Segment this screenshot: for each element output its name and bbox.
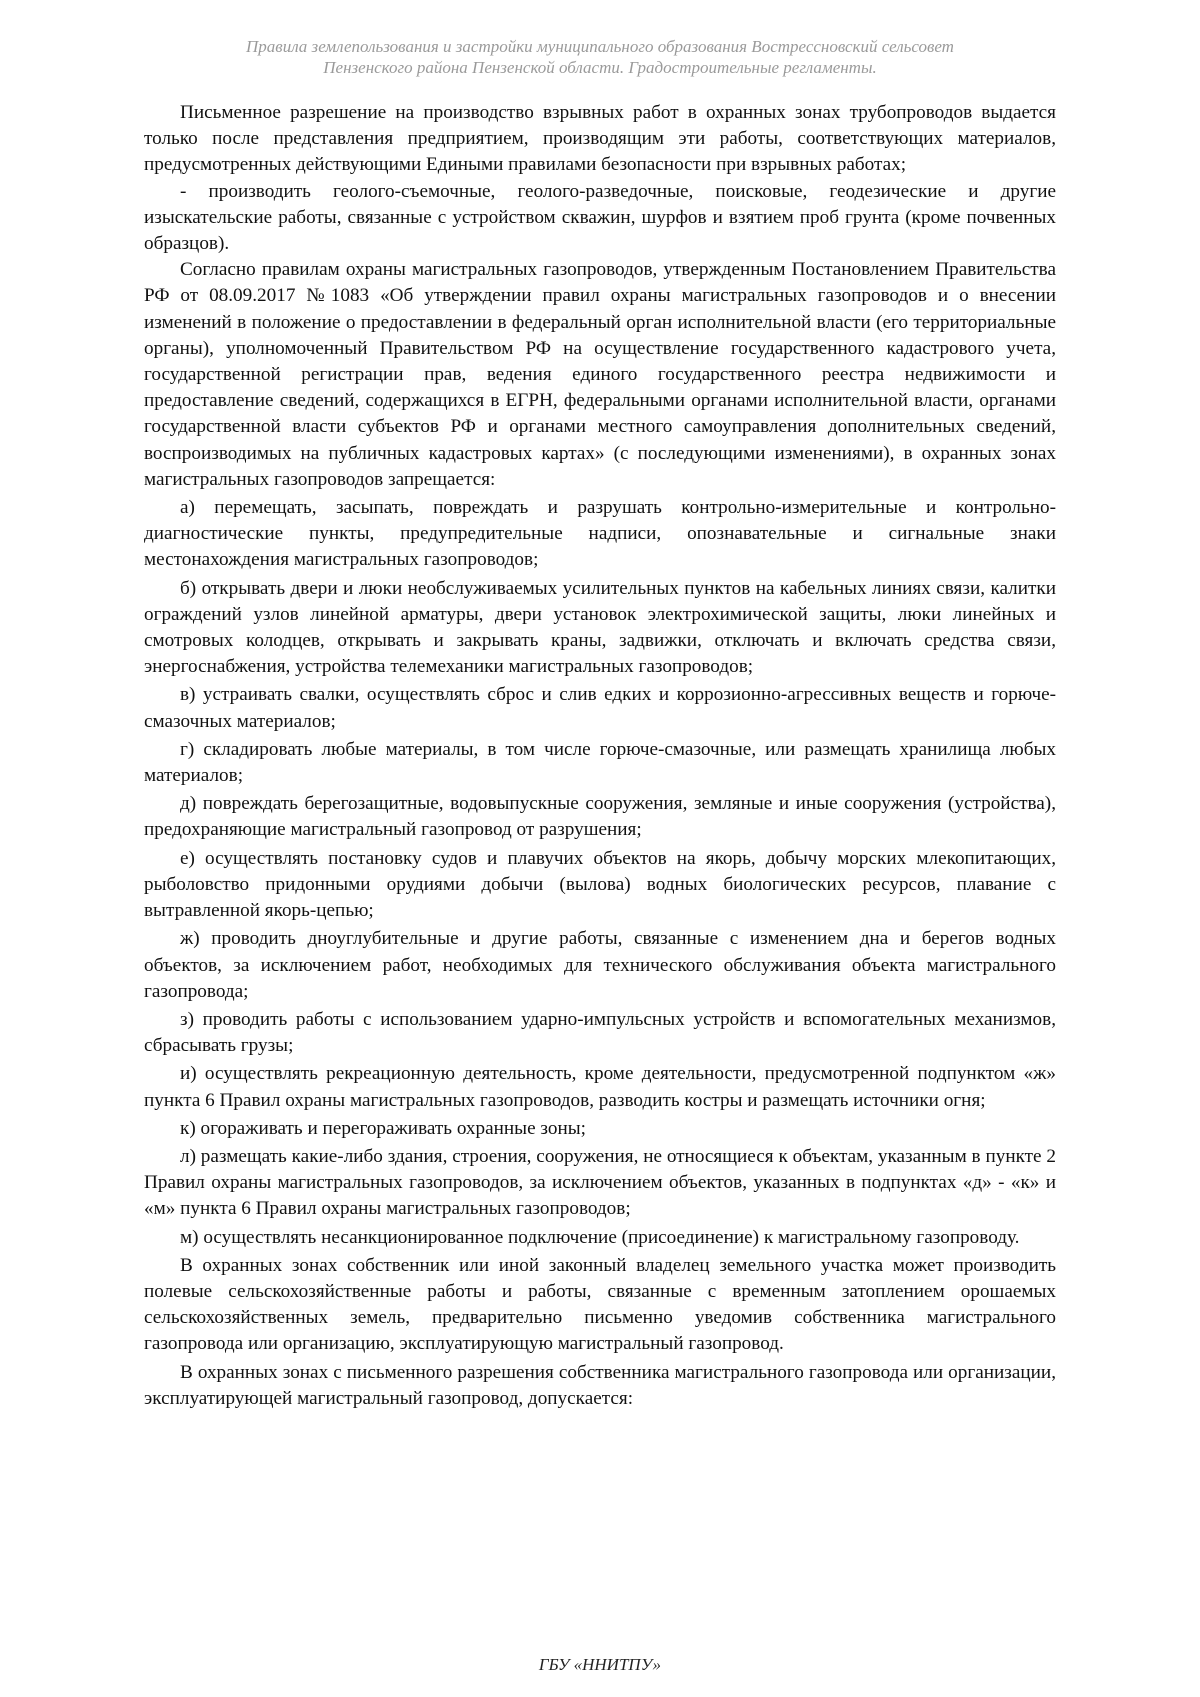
header-line-2: Пензенского района Пензенской области. Градостроительные регламенты. [323, 58, 877, 77]
list-item-zh: ж) проводить дноуглубительные и другие работы, связанные с изменением дна и берегов водных объектов, за исключением работ, необходимых для технического обслуживания объекта магистрального газопровода; [144, 928, 1056, 1002]
list-item-e: е) осуществлять постановку судов и плавучих объектов на якорь, добычу морских млекопитающих, рыболовство придонными орудиями добычи (вылова) водных биологических ресурсов, плавание с вытравленной якорь-цепью; [144, 847, 1056, 922]
list-item-d: д) повреждать берегозащитные, водовыпускные сооружения, земляные и иные сооружения (устройства), предохраняющие магистральный газопровод от разрушения; [144, 793, 1056, 841]
header-line-1: Правила землепользования и застройки муниципального образования Вострессновский сельсовет [246, 37, 954, 56]
list-item-v: в) устраивать свалки, осуществлять сброс и слив едких и коррозионно-агрессивных веществ и горюче-смазочных материалов; [144, 684, 1056, 732]
document-body [144, 100, 1056, 1412]
list-item-g: г) складировать любые материалы, в том числе горюче-смазочные, или размещать хранилища любых материалов; [144, 738, 1056, 787]
running-footer: ГБУ «ННИТПУ» [538, 1655, 662, 1674]
running-header [150, 36, 1050, 78]
list-item-m: м) осуществлять несанкционированное подключение (присоединение) к магистральному газопроводу. [180, 1226, 1020, 1248]
paragraph-survey-works: - производить геолого-съемочные, геолого-разведочные, поисковые, геодезические и другие изыскательские работы, связанные с устройством скважин, шурфов и взятием проб грунта (кроме почвенных образцов). [144, 180, 1056, 255]
paragraph-gas-pipeline-rules: Согласно правилам охраны магистральных газопроводов, утвержденным Постановлением Правительства РФ от 08.09.2017 №1083 «Об утверждении правил охраны магистральных газопроводов и о внесении изменений в положение о предоставлении в федеральный орган исполнительной власти (его территориальные органы), уполномоченный Правительством РФ на осуществление государственного кадастрового учета, государственной регистрации прав, ведения единого государственного реестра недвижимости и предоставление сведений, содержащихся в ЕГРН, федеральными органами исполнительной власти, органами государственной власти субъектов РФ и органами местного самоуправления дополнительных сведений, воспроизводимых на публичных кадастровых картах» (с последующими изменениями), в охранных зонах магистральных газопроводов запрещается: [144, 259, 1056, 490]
list-item-i: и) осуществлять рекреационную деятельность, кроме деятельности, предусмотренной подпунктом «ж» пункта 6 Правил охраны магистральных газопроводов, разводить костры и размещать источники огня; [144, 1063, 1056, 1111]
list-item-k: к) огораживать и перегораживать охранные зоны; [180, 1117, 586, 1139]
paragraph-blasting-permit: Письменное разрешение на производство взрывных работ в охранных зонах трубопроводов выдается только после представления предприятием, производящим эти работы, соответствующих материалов, предусмотренных действующими Едиными правилами безопасности при взрывных работах; [144, 102, 1056, 176]
list-item-l: л) размещать какие-либо здания, строения, сооружения, не относящиеся к объектам, указанным в пункте 2 Правил охраны магистральных газопроводов, за исключением объектов, указанных в подпунктах «д» - «к» и «м» пункта 6 Правил охраны магистральных газопроводов; [144, 1145, 1056, 1220]
list-item-b: б) открывать двери и люки необслуживаемых усилительных пунктов на кабельных линиях связи, калитки ограждений узлов линейной арматуры, двери установок электрохимической защиты, люки линейных и смотровых колодцев, открывать и закрывать краны, задвижки, отключать и включать средства связи, энергоснабжения, устройства телемеханики магистральных газопроводов; [144, 577, 1056, 678]
paragraph-landowner-works: В охранных зонах собственник или иной законный владелец земельного участка может производить полевые сельскохозяйственные работы и работы, связанные с временным затоплением орошаемых сельскохозяйственных земель, предварительно письменно уведомив собственника магистрального газопровода или организацию, эксплуатирующую магистральный газопровод. [144, 1254, 1056, 1355]
paragraph-permitted-with-consent: В охранных зонах с письменного разрешения собственника магистрального газопровода или организации, эксплуатирующей магистральный газопровод, допускается: [144, 1361, 1056, 1409]
list-item-z: з) проводить работы с использованием ударно-импульсных устройств и вспомогательных механизмов, сбрасывать грузы; [144, 1008, 1056, 1057]
list-item-a: а) перемещать, засыпать, повреждать и разрушать контрольно-измерительные и контрольно-диагностические пункты, предупредительные надписи, опознавательные и сигнальные знаки местонахождения магистральных газопроводов; [144, 497, 1056, 571]
